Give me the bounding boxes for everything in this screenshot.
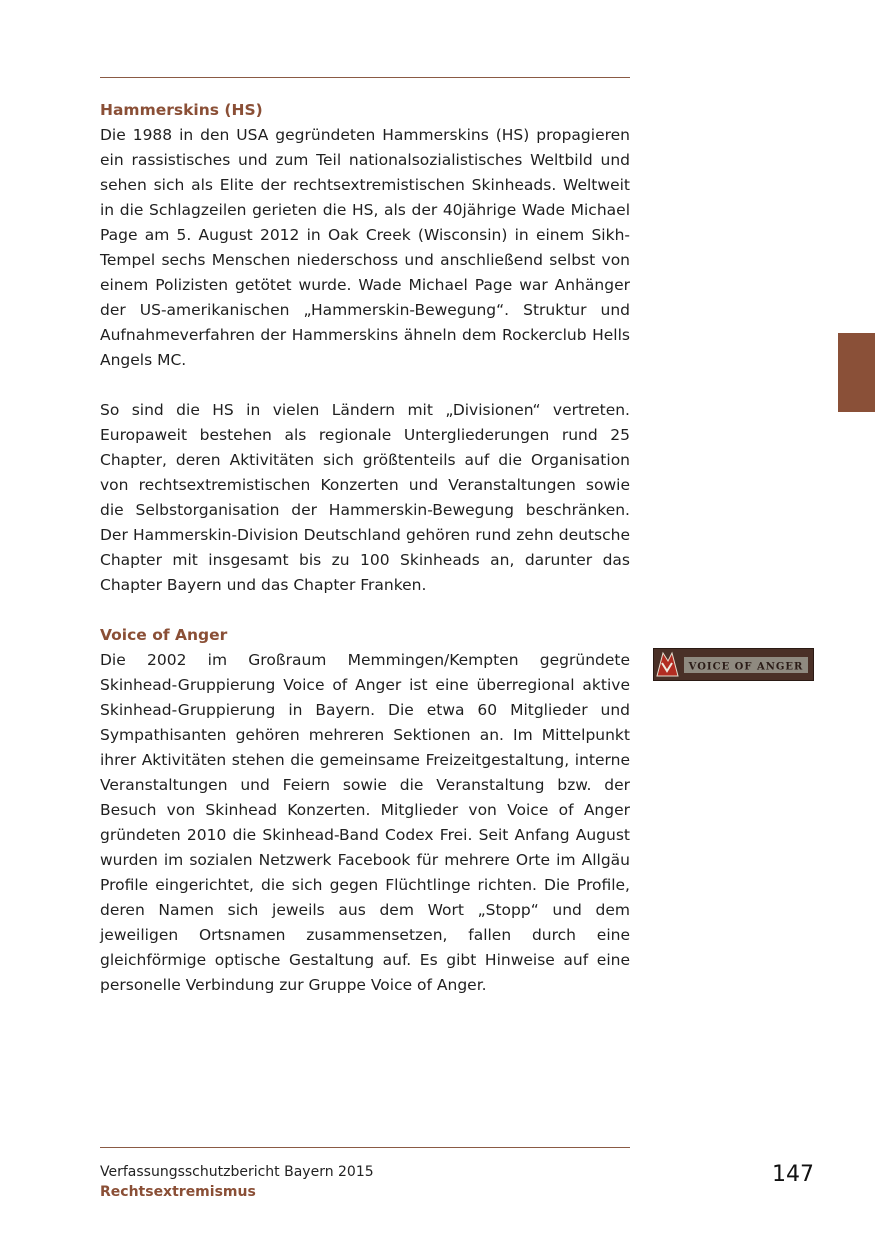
section-heading-voice-of-anger: Voice of Anger [100, 626, 228, 644]
footer-report-title: Verfassungsschutzbericht Bayern 2015 [100, 1164, 374, 1180]
paragraph-gap [100, 373, 630, 398]
bottom-rule [100, 1147, 630, 1148]
footer-section-name: Rechtsextremismus [100, 1184, 256, 1200]
chapter-side-tab [838, 333, 875, 412]
voice-of-anger-logo [653, 648, 814, 681]
top-rule [100, 77, 630, 78]
paragraph-gap [100, 598, 630, 623]
voice-of-anger-logo-graphic [654, 649, 813, 680]
section-heading-hammerskins: Hammerskins (HS) [100, 101, 263, 119]
paragraph-hammerskins-2: So sind die HS in vielen Ländern mit „Divisionen“ vertreten. Europaweit bestehen als regionale Untergliederungen rund 25 Chapter, deren Aktivitäten sich größtenteils auf die Organisation von rechtsextremistischen Konzerten und Veranstaltungen sowie die Selbstorganisation der Hammerskin-Bewegung beschränken. Der Hammerskin-Division Deutschland gehören rund zehn deutsche Chapter mit insgesamt bis zu 100 Skinheads an, darunter das Chapter Bayern und das Chapter Franken. [100, 401, 630, 594]
logo-lettering: VOICE OF ANGER [688, 661, 804, 673]
main-content [100, 98, 630, 998]
paragraph-voice-of-anger: Die 2002 im Großraum Memmingen/Kempten gegründete Skinhead-Gruppierung Voice of Anger ist eine überregional aktive Skinhead-Gruppierung in Bayern. Die etwa 60 Mitglieder und Sympathisanten gehören mehreren Sektionen an. Im Mittelpunkt ihrer Aktivitäten stehen die gemeinsame Freizeitgestaltung, interne Veranstaltungen und Feiern sowie die Veranstaltung bzw. der Besuch von Skinhead Konzerten. Mitglieder von Voice of Anger gründeten 2010 die Skinhead-Band Codex Frei. Seit Anfang August wurden im sozialen Netzwerk Facebook für mehrere Orte im Allgäu Profile eingerichtet, die sich gegen Flüchtlinge richten. Die Profile, deren Namen sich jeweils aus dem Wort „Stopp“ und dem jeweiligen Ortsnamen zusammensetzen, fallen durch eine gleichförmige optische Gestaltung auf. Es gibt Hinweise auf eine personelle Verbindung zur Gruppe Voice of Anger. [100, 651, 630, 994]
paragraph-hammerskins-1: Die 1988 in den USA gegründeten Hammerskins (HS) propagieren ein rassistisches und zum Teil nationalsozialistisches Weltbild und sehen sich als Elite der rechtsextremistischen Skinheads. Weltweit in die Schlagzeilen gerieten die HS, als der 40jährige Wade Michael Page am 5. August 2012 in Oak Creek (Wisconsin) in einem Sikh-Tempel sechs Menschen niederschoss und anschließend selbst von einem Polizisten getötet wurde. Wade Michael Page war Anhänger der US-amerikanischen „Hammerskin-Bewegung“. Struktur und Aufnahmeverfahren der Hammerskins ähneln dem Rockerclub Hells Angels MC. [100, 126, 630, 369]
page-number: 147 [772, 1162, 814, 1187]
